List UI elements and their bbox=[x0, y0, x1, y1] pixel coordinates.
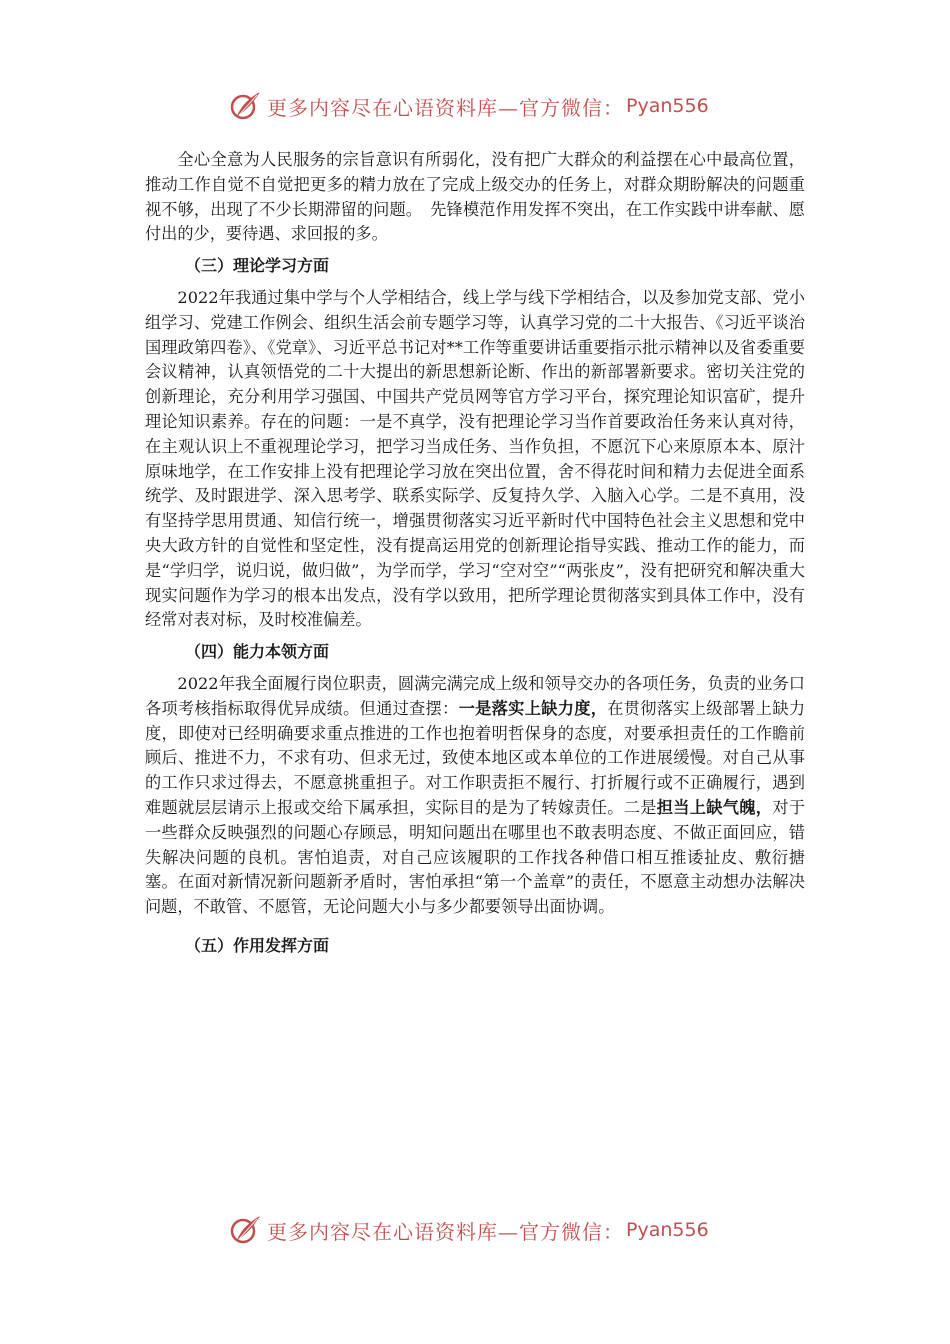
ability-text-intro: 2022年我全面履行岗位职责，圆满完满完成上级和领导交办的各项任务，负责的业务口各项考核指标取得优异成绩。但通过查摆： bbox=[145, 673, 805, 718]
ability-text-body-1: 在贯彻落实上级部署上缺力度，即使对已经明确要求重点推进的工作也抱着明哲保身的态度，对要承担责任的工作瞻前顾后、推进不力，不求有功、但求无过，致使本地区或本单位的工作进展缓慢。对自己从事的工作只求过得去，不愿意挑重担子。对工作职责拒不履行、打折履行或不正确履行，遇到难题就层层请示上报或交给下属承担，实际目的是为了转嫁责任。二是 bbox=[145, 698, 806, 817]
ability-bold-point-1: 一是落实上缺力度， bbox=[458, 698, 608, 718]
paragraph-service-awareness: 全心全意为人民服务的宗旨意识有所弱化，没有把广大群众的利益摆在心中最高位置，推动工作自觉不自觉把更多的精力放在了完成上级交办的任务上，对群众期盼解决的问题重视不够，出现了不少长期滞留的问题。 先锋模范作用发挥不突出，在工作实践中讲奉献、愿付出的少，要待遇、求回报的多。 bbox=[145, 150, 805, 244]
watermark-text: 更多内容尽在心语资料库—官方微信： bbox=[267, 95, 624, 120]
section-heading-theory-study: （三）理论学习方面 bbox=[185, 256, 330, 276]
paragraph-theory-study: 2022年我通过集中学与个人学相结合，线上学与线下学相结合，以及参加党支部、党小组学习、党建工作例会、组织生活会前专题学习等，认真学习党的二十大报告、《习近平谈治国理政第四卷》、《党章》、习近平总书记对**工作等重要讲话重要指示批示精神以及省委重要会议精神，认真领悟党的二十大提出的新思想新论断、作出的新部署新要求。密切关注党的创新理论，充分利用学习强国、中国共产党员网等官方学习平台，探究理论知识富矿，提升理论知识素养。存在的问题：一是不真学，没有把理论学习当作首要政治任务来认真对待，在主观认识上不重视理论学习，把学习当成任务、当作负担，不愿沉下心来原原本本、原汁原味地学，在工作安排上没有把理论学习放在突出位置，舍不得花时间和精力去促进全面系统学、及时跟进学、深入思考学、联系实际学、反复持久学、入脑入心学。二是不真用，没有坚持学思用贯通、知信行统一，增强贯彻落实习近平新时代中国特色社会主义思想和党中央大政方针的自觉性和坚定性，没有提高运用党的创新理论指导实践、推动工作的能力，而是“学归学，说归说，做归做”，为学而学，学习“空对空”“两张皮”，没有把研究和解决重大现实问题作为学习的根本出发点，没有学以致用，把所学理论贯彻落实到具体工作中，没有经常对表对标，及时校准偏差。 bbox=[145, 287, 805, 630]
watermark-text: 更多内容尽在心语资料库—官方微信： bbox=[267, 1219, 624, 1244]
ability-bold-point-2: 担当上缺气魄， bbox=[656, 797, 773, 817]
paragraph-ability bbox=[145, 672, 805, 920]
section-heading-role-play: （五）作用发挥方面 bbox=[185, 935, 330, 955]
watermark-header bbox=[227, 86, 709, 126]
watermark-wechat-id: Pyan556 bbox=[626, 1219, 709, 1241]
document-body bbox=[145, 148, 805, 966]
watermark-footer bbox=[227, 1210, 709, 1250]
section-heading-ability: （四）能力本领方面 bbox=[185, 642, 330, 662]
feather-logo-icon bbox=[227, 88, 263, 124]
feather-logo-icon bbox=[227, 1212, 263, 1248]
watermark-wechat-id: Pyan556 bbox=[626, 95, 709, 117]
ability-text-body-2: 对于一些群众反映强烈的问题心存顾忌，明知问题出在哪里也不敢表明态度、不做正面回应，错失解决问题的良机。害怕追责，对自己应该履职的工作找各种借口相互推诿扯皮、敷衍搪塞。在面对新情况新问题新矛盾时，害怕承担“第一个盖章”的责任，不愿意主动想办法解决问题，不敢管、不愿管，无论问题大小与多少都要领导出面协调。 bbox=[145, 797, 806, 917]
